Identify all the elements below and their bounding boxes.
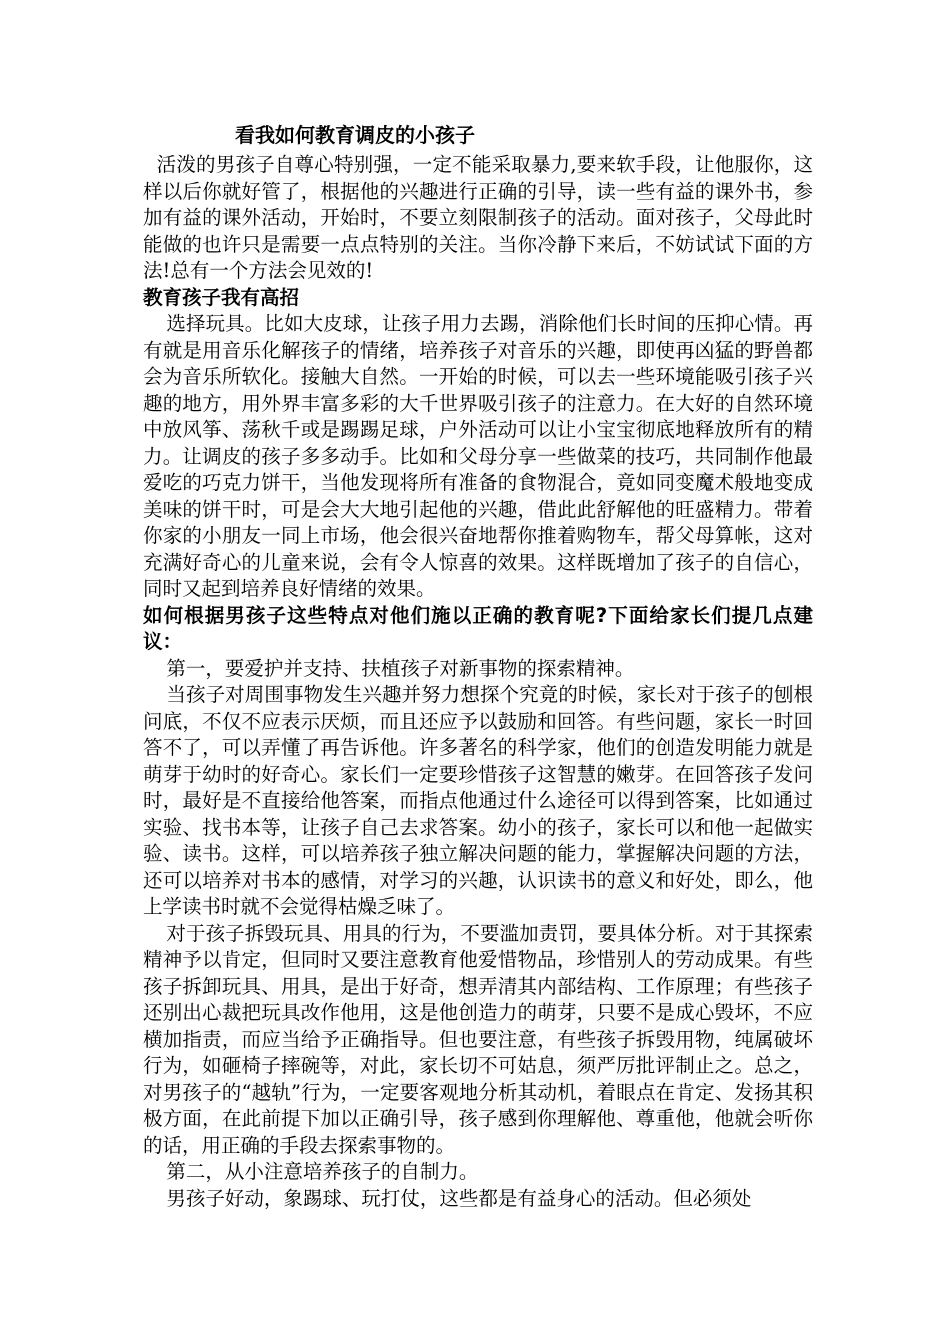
intro-paragraph: 活泼的男孩子自尊心特别强，一定不能采取暴力,要来软手段，让他服你，这样以后你就好管了，根据他的兴趣进行正确的引导，读一些有益的课外书，参加有益的课外活动，开始时，不要立刻限制孩子的活动。面对孩子，父母此时能做的也许只是需要一点点特别的关注。当你冷静下来后，不妨试试下面的方法!总有一个方法会见效的! [143,153,813,282]
document-page [143,118,813,1212]
point-one-paragraph-2: 对于孩子拆毁玩具、用具的行为，不要滥加责罚，要具体分析。对于其探索精神予以肯定，但同时又要注意教育他爱惜物品，珍惜别人的劳动成果。有些孩子拆卸玩具、用具，是出于好奇，想弄清其内部结构、工作原理；有些孩子还别出心裁把玩具改作他用，这是他创造力的萌芽，只要不是成心毁坏，不应横加指责，而应当给予正确指导。但也要注意，有些孩子拆毁用物，纯属破坏行为，如砸椅子摔碗等，对此，家长切不可姑息，须严厉批评制止之。总之，对男孩子的“越轨”行为，一定要客观地分析其动机，着眼点在肯定、发扬其积极方面，在此前提下加以正确引导，孩子感到你理解他、尊重他，他就会听你的话，用正确的手段去探索事物的。 [143,921,813,1157]
document-title: 看我如何教育调皮的小孩子 [235,123,475,147]
point-one-heading: 第一，要爱护并支持、扶植孩子对新事物的探索精神。 [166,656,635,680]
point-two-paragraph: 男孩子好动，象踢球、玩打仗，这些都是有益身心的活动。但必须处 [166,1186,752,1210]
section-heading-tips: 教育孩子我有高招 [143,285,300,309]
section-heading-advice: 如何根据男孩子这些特点对他们施以正确的教育呢?下面给家长们提几点建议： [143,603,813,653]
tips-paragraph: 选择玩具。比如大皮球，让孩子用力去踢，消除他们长时间的压抑心情。再有就是用音乐化解孩子的情绪，培养孩子对音乐的兴趣，即使再凶猛的野兽都会为音乐所软化。接触大自然。一开始的时候，可以去一些环境能吸引孩子兴趣的地方，用外界丰富多彩的大千世界吸引孩子的注意力。在大好的自然环境中放风筝、荡秋千或是踢踢足球，户外活动可以让小宝宝彻底地释放所有的精力。让调皮的孩子多多动手。比如和父母分享一些做菜的技巧，共同制作他最爱吃的巧克力饼干，当他发现将所有准备的食物混合，竟如同变魔术般地变成美味的饼干时，可是会大大地引起他的兴趣，借此此舒解他的旺盛精力。带着你家的小朋友一同上市场，他会很兴奋地帮你推着购物车，帮父母算帐，这对充满好奇心的儿童来说，会有令人惊喜的效果。这样既增加了孩子的自信心，同时又起到培养良好情绪的效果。 [143,312,813,600]
point-two-heading: 第二，从小注意培养孩子的自制力。 [166,1160,479,1183]
point-one-paragraph-1: 当孩子对周围事物发生兴趣并努力想探个究竟的时候，家长对于孩子的刨根问底，不仅不应表示厌烦，而且还应予以鼓励和回答。有些问题，家长一时回答不了，可以弄懂了再告诉他。许多著名的科学家，他们的创造发明能力就是萌芽于幼时的好奇心。家长们一定要珍惜孩子这智慧的嫩芽。在回答孩子发问时，最好是不直接给他答案，而指点他通过什么途径可以得到答案，比如通过实验、找书本等，让孩子自己去求答案。幼小的孩子，家长可以和他一起做实验、读书。这样，可以培养孩子独立解决问题的能力，掌握解决问题的方法，还可以培养对书本的感情，对学习的兴趣，认识读书的意义和好处，即么，他上学读书时就不会觉得枯燥乏味了。 [143,683,813,918]
